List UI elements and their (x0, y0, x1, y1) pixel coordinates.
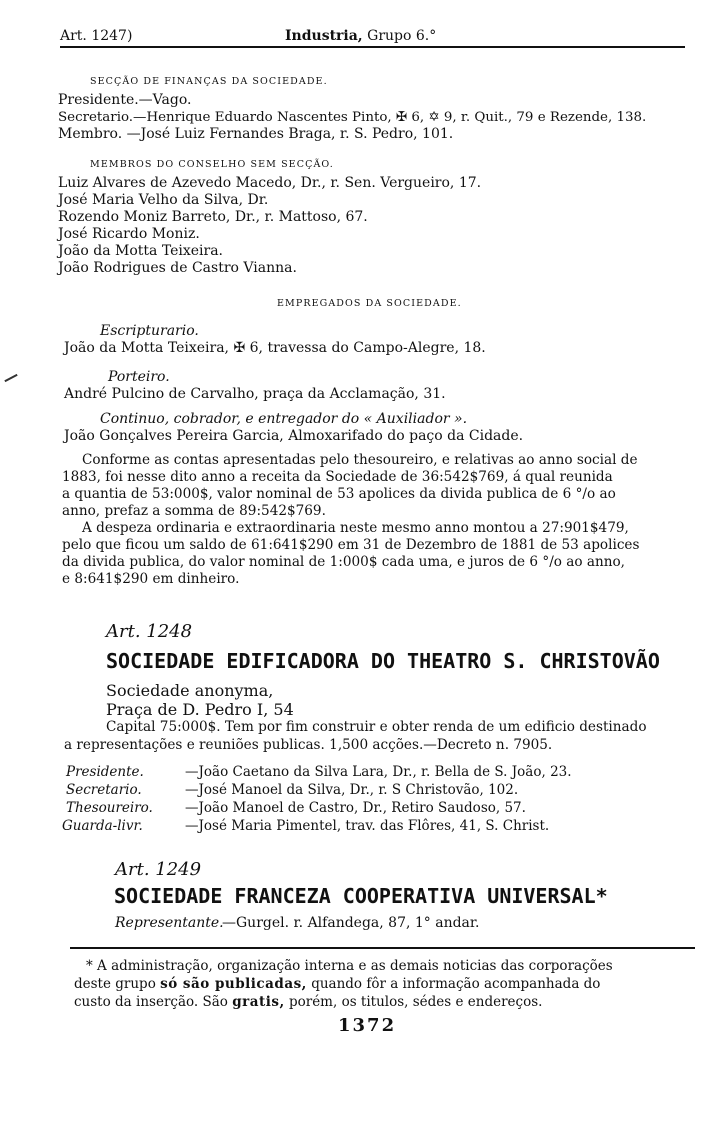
footnote-text: deste grupo (74, 976, 156, 992)
article-1248-number: Art. 1248 (106, 621, 193, 642)
council-section-heading: MEMBROS DO CONSELHO SEM SECÇÃO. (90, 159, 334, 170)
running-header (60, 28, 680, 46)
accounts-line: pelo que ficou um saldo de 61:641$290 em 31 de Dezembro de 1881 de 53 apolices (62, 537, 640, 553)
margin-mark (4, 374, 17, 382)
employees-section-heading: EMPREGADOS DA SOCIEDADE. (277, 298, 462, 309)
article-1248-type: Sociedade anonyma, (106, 681, 274, 700)
footnote-emphasis: só são publicadas, (160, 976, 307, 992)
footnote-text: porém, os titulos, sédes e endereços. (288, 994, 543, 1010)
article-1248-address: Praça de D. Pedro I, 54 (106, 700, 294, 719)
clerk-name: João da Motta Teixeira, ✠ 6, travessa do Campo-Alegre, 18. (64, 340, 486, 356)
article-1249-title: SOCIEDADE FRANCEZA COOPERATIVA UNIVERSAL* (114, 884, 608, 908)
accounts-line: anno, prefaz a somma de 89:542$769. (62, 503, 326, 519)
article-1249-number: Art. 1249 (115, 859, 202, 880)
article-1248-description: Capital 75:000$. Tem por fim construir e obter renda de um edificio destinado (106, 719, 647, 735)
footnote-rule (70, 947, 695, 949)
accounts-line: A despeza ordinaria e extraordinaria neste mesmo anno montou a 27:901$479, (82, 520, 629, 536)
messenger-name: João Gonçalves Pereira Garcia, Almoxarifado do paço da Cidade. (64, 428, 524, 444)
council-member: José Ricardo Moniz. (58, 226, 200, 242)
council-member: João da Motta Teixeira. (58, 243, 223, 259)
officer-role: Secretario. (66, 782, 142, 798)
representative-role: Representante. (115, 915, 224, 931)
council-member: Luiz Alvares de Azevedo Macedo, Dr., r. Sen. Vergueiro, 17. (58, 175, 482, 191)
footnote-line-3 (74, 994, 542, 1010)
accounts-line: da divida publica, do valor nominal de 1:000$ cada uma, e juros de 6 °/o ao anno, (62, 554, 626, 570)
council-member: Rozendo Moniz Barreto, Dr., r. Mattoso, 67. (58, 209, 368, 225)
accounts-line: Conforme as contas apresentadas pelo thesoureiro, e relativas ao anno social de (82, 452, 638, 468)
footnote-line-2 (74, 976, 600, 992)
clerk-role: Escripturario. (100, 323, 199, 339)
officer-name: —José Maria Pimentel, trav. das Flôres, 41, S. Christ. (185, 818, 550, 834)
finance-section-heading: SECÇÃO DE FINANÇAS DA SOCIEDADE. (90, 76, 328, 87)
council-member: José Maria Velho da Silva, Dr. (58, 192, 269, 208)
footnote-emphasis: gratis, (232, 994, 285, 1010)
officer-name: —João Caetano da Silva Lara, Dr., r. Bella de S. João, 23. (185, 764, 572, 780)
header-section-name: Industria, (285, 28, 363, 44)
council-member: João Rodrigues de Castro Vianna. (58, 260, 297, 276)
accounts-line: e 8:641$290 em dinheiro. (62, 571, 240, 587)
header-section (285, 28, 436, 44)
messenger-role: Continuo, cobrador, e entregador do « Auxiliador ». (100, 411, 468, 427)
header-group: Grupo 6.° (367, 28, 437, 44)
footnote-text: custo da inserção. São (74, 994, 228, 1010)
officer-name: —José Manoel da Silva, Dr., r. S Christovão, 102. (185, 782, 519, 798)
porter-role: Porteiro. (108, 369, 170, 385)
officer-role: Thesoureiro. (66, 800, 153, 816)
finance-line-member: Membro. —José Luiz Fernandes Braga, r. S. Pedro, 101. (58, 126, 454, 142)
officer-name: —João Manoel de Castro, Dr., Retiro Saudoso, 57. (185, 800, 526, 816)
officer-role: Guarda-livr. (62, 818, 143, 834)
header-rule (60, 46, 685, 48)
article-1248-description: a representações e reuniões publicas. 1,500 acções.—Decreto n. 7905. (64, 737, 553, 753)
footnote-line-1: * A administração, organização interna e as demais noticias das corporações (86, 958, 613, 974)
accounts-line: a quantia de 53:000$, valor nominal de 53 apolices da divida publica de 6 °/o ao (62, 486, 616, 502)
representative-name: —Gurgel. r. Alfandega, 87, 1° andar. (222, 915, 480, 931)
officer-role: Presidente. (66, 764, 144, 780)
header-article-ref: Art. 1247) (60, 28, 133, 44)
page-number: 1372 (338, 1015, 397, 1036)
accounts-line: 1883, foi nesse dito anno a receita da Sociedade de 36:542$769, á qual reunida (62, 469, 613, 485)
finance-line-secretary: Secretario.—Henrique Eduardo Nascentes Pinto, ✠ 6, ✡ 9, r. Quit., 79 e Rezende, 138. (58, 110, 647, 125)
finance-line-president: Presidente.—Vago. (58, 92, 192, 108)
porter-name: André Pulcino de Carvalho, praça da Acclamação, 31. (64, 386, 446, 402)
footnote-text: quando fôr a informação acompanhada do (311, 976, 601, 992)
article-1248-title: SOCIEDADE EDIFICADORA DO THEATRO S. CHRISTOVÃO (106, 649, 660, 673)
